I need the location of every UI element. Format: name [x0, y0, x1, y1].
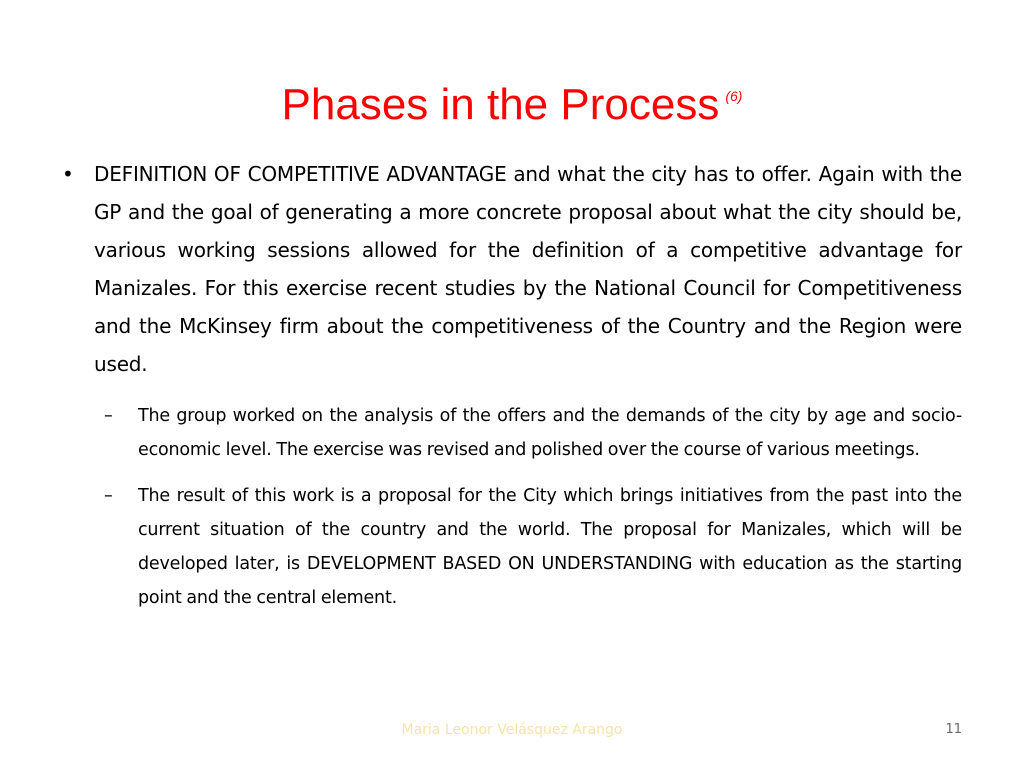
main-bullet-text: DEFINITION OF COMPETITIVE ADVANTAGE and what the city has to offer. Again with the GP and the goal of generating a more concrete proposal about what the city should be, various working sessions allowed for the definition of a competitive advantage for Manizales. For this exercise recent studies by the National Council for Competitiveness and the McKinsey firm about the competitiveness of the Country and the Region were used.: [94, 162, 962, 376]
page-number: 11: [945, 722, 962, 737]
slide-title-text: Phases in the Process: [281, 80, 720, 129]
dash-icon: –: [104, 406, 113, 426]
footer-author: Maria Leonor Velásquez Arango: [401, 722, 623, 738]
slide-title: [0, 68, 1024, 133]
sub-bullet-item: [104, 399, 962, 467]
sub-bullet-item: [104, 479, 962, 615]
slide-content: [62, 155, 962, 615]
slide-title-superscript: (6): [725, 88, 743, 104]
sub-bullet-text: The group worked on the analysis of the offers and the demands of the city by age and socio-economic level. The exercise was revised and polished over the course of various meetings.: [138, 406, 962, 460]
sub-bullet-text: The result of this work is a proposal for the City which brings initiatives from the past into the current situation of the country and the world. The proposal for Manizales, which will be developed later, is DEVELOPMENT BASED ON UNDERSTANDING with education as the starting point and the central element.: [138, 486, 962, 608]
dash-icon: –: [104, 486, 113, 506]
bullet-icon: •: [62, 162, 74, 186]
main-bullet-item: [62, 155, 962, 383]
